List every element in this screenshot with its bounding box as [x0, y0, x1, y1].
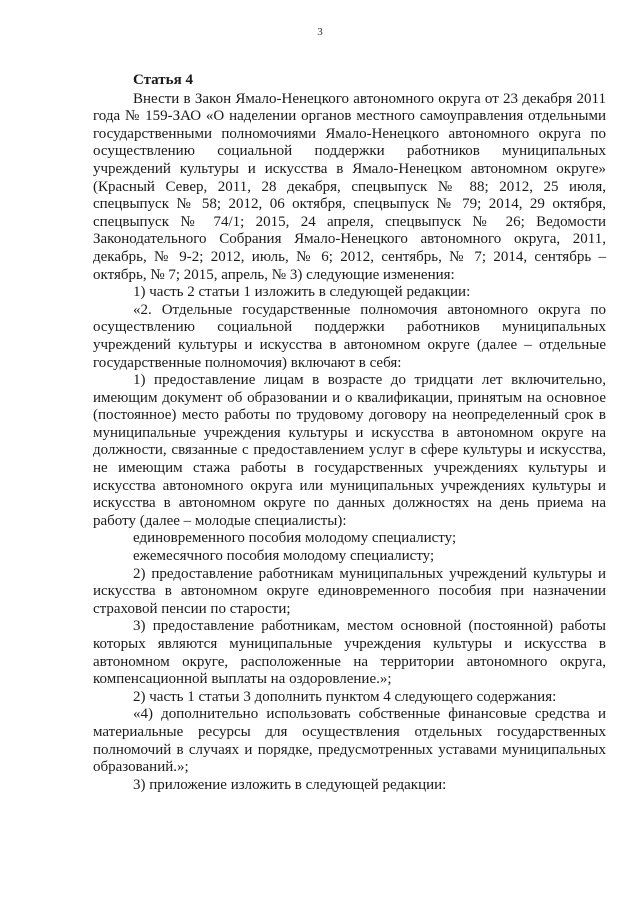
paragraph-subitem-3: 3) предоставление работникам, местом основной (постоянной) работы которых являются муниципальные учреждения культуры и искусства в автономном округе, расположенные на территории автономного округа, компенсационной выплаты на оздоровление.»; [93, 618, 606, 688]
paragraph-one-time-allowance: единовременного пособия молодому специалисту; [133, 530, 457, 547]
paragraph-monthly-allowance: ежемесячного пособия молодому специалисту; [133, 548, 435, 565]
paragraph-item-3: 3) приложение изложить в следующей редакции: [133, 776, 447, 793]
paragraph-subitem-2: 2) предоставление работникам муниципальных учреждений культуры и искусства в автономном округе единовременного пособия при назначении страховой пенсии по старости; [93, 565, 606, 617]
paragraph-intro: Внести в Закон Ямало-Ненецкого автономного округа от 23 декабря 2011 года № 159-ЗАО «О наделении органов местного самоуправления отдельными государственными полномочиями Ямало-Ненецкого автономного округа по осуществлению социальной поддержки работников муниципальных учреждений культуры и искусства в Ямало-Ненецком автономном округе» (Красный Север, 2011, 28 декабря, спецвыпуск № 88; 2012, 25 июля, спецвыпуск № 58; 2012, 06 октября, спецвыпуск № 79; 2014, 29 октября, спецвыпуск № 74/1; 2015, 24 апреля, спецвыпуск № 26; Ведомости Законодательного Собрания Ямало-Ненецкого автономного округа, 2011, декабрь, № 9-2; 2012, июль, № 6; 2012, сентябрь, № 7; 2014, сентябрь – октябрь, № 7; 2015, апрель, № 3) следующие изменения: [93, 90, 606, 283]
document-body [93, 72, 606, 794]
article-heading: Статья 4 [133, 72, 193, 88]
paragraph-part-2-text: «2. Отдельные государственные полномочия автономного округа по осуществлению социальной поддержки работников муниципальных учреждений культуры и искусства в автономном округе (далее – отдельные государственные полномочия) включают в себя: [93, 301, 606, 371]
page-number: 3 [317, 26, 323, 38]
paragraph-item-1: 1) часть 2 статьи 1 изложить в следующей редакции: [133, 284, 471, 301]
paragraph-subitem-1: 1) предоставление лицам в возрасте до тридцати лет включительно, имеющим документ об образовании и о квалификации, принятым на основное (постоянное) место работы по трудовому договору на неопределенный срок в муниципальные учреждения культуры и искусства в автономном округе на должности, связанные с предоставлением услуг в сфере культуры и искусства, не имеющим стажа работы в государственных учреждениях культуры и искусства автономного округа или муниципальных учреждениях культуры и искусства в автономном округе по данных должностях на день приема на работу (далее – молодые специалисты): [93, 372, 606, 529]
paragraph-item-2: 2) часть 1 статьи 3 дополнить пунктом 4 следующего содержания: [133, 688, 557, 705]
paragraph-item-2-text: «4) дополнительно использовать собственные финансовые средства и материальные ресурсы для осуществления отдельных государственных полномочий в случаях и порядке, предусмотренных уставами муниципальных образований.»; [93, 706, 606, 776]
